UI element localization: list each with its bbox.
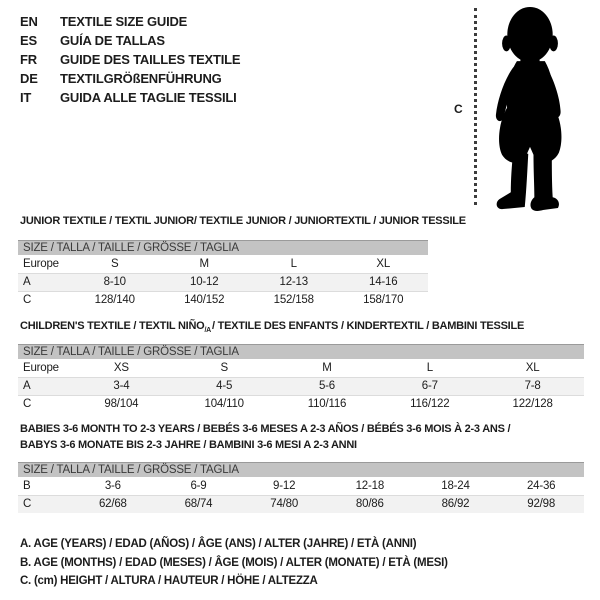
- table-cell: M: [322, 362, 332, 374]
- language-row: [20, 31, 240, 50]
- row-label: Europe: [23, 258, 59, 270]
- table-cell: XS: [113, 362, 129, 374]
- table-cell: 158/170: [363, 294, 404, 306]
- guide-title: GUÍA DE TALLAS: [60, 33, 165, 48]
- table-row: [18, 273, 428, 291]
- language-row: [20, 12, 240, 31]
- table-cell: 14-16: [369, 276, 398, 288]
- row-label: B: [23, 480, 31, 492]
- table-cell: 152/158: [273, 294, 314, 306]
- table-cell: 5-6: [318, 380, 335, 392]
- row-label: C: [23, 294, 32, 306]
- table-cell: L: [290, 258, 297, 270]
- table-cell: 18-24: [441, 480, 470, 492]
- row-label: C: [23, 398, 32, 410]
- table-row: [18, 360, 584, 377]
- children-size-table: [18, 344, 584, 413]
- size-header-bar: SIZE / TALLA / TAILLE / GRÖSSE / TAGLIA: [18, 240, 428, 255]
- babies-title-line2: BABYS 3-6 MONATE BIS 2-3 JAHRE / BAMBINI 3-6 MESI A 2-3 ANNI: [20, 439, 357, 451]
- table-cell: 140/152: [184, 294, 225, 306]
- table-row: [18, 495, 584, 513]
- row-label: C: [23, 498, 32, 510]
- table-body: [18, 359, 584, 413]
- table-cell: 6-9: [190, 480, 207, 492]
- table-cell: M: [199, 258, 209, 270]
- table-cell: 104/110: [204, 398, 244, 410]
- table-cell: 62/68: [98, 498, 127, 510]
- table-row: [18, 395, 584, 413]
- table-body: [18, 255, 428, 309]
- language-title-list: [20, 12, 240, 107]
- table-cell: 6-7: [421, 380, 438, 392]
- children-title-subscript: /A: [204, 327, 211, 335]
- table-cell: S: [111, 258, 119, 270]
- table-cell: 98/104: [104, 398, 139, 410]
- toddler-figure: [440, 0, 600, 215]
- table-row: [18, 377, 584, 395]
- row-label: A: [23, 276, 31, 288]
- toddler-silhouette-icon: [482, 4, 578, 211]
- table-cell: 8-10: [103, 276, 126, 288]
- table-cell: XL: [525, 362, 540, 374]
- language-code: EN: [20, 14, 38, 29]
- table-cell: 86/92: [441, 498, 470, 510]
- table-row: [18, 256, 428, 273]
- table-cell: 116/122: [410, 398, 450, 410]
- table-cell: S: [220, 362, 228, 374]
- junior-size-table: [18, 240, 428, 309]
- language-code: ES: [20, 33, 37, 48]
- table-cell: 110/116: [307, 398, 347, 410]
- table-cell: 74/80: [270, 498, 299, 510]
- table-cell: 7-8: [524, 380, 541, 392]
- babies-title-line1: BABIES 3-6 MONTH TO 2-3 YEARS / BEBÉS 3-6 MESES A 2-3 AÑOS / BÉBÉS 3-6 MOIS À 2-3 ANS /: [20, 423, 511, 435]
- table-row: [18, 478, 584, 495]
- footnote-height-cm: C. (cm) HEIGHT / ALTURA / HAUTEUR / HÖHE / ALTEZZA: [20, 575, 318, 587]
- table-cell: 3-6: [104, 480, 121, 492]
- babies-section-title: [20, 421, 510, 453]
- language-row: [20, 88, 240, 107]
- table-cell: 92/98: [527, 498, 556, 510]
- children-section-title: [20, 320, 524, 334]
- table-cell: 68/74: [184, 498, 213, 510]
- language-row: [20, 50, 240, 69]
- row-label: A: [23, 380, 31, 392]
- table-cell: 80/86: [355, 498, 384, 510]
- table-cell: 9-12: [273, 480, 296, 492]
- children-title-post: / TEXTILE DES ENFANTS / KINDERTEXTIL / BAMBINI TESSILE: [211, 320, 525, 332]
- children-title-pre: CHILDREN'S TEXTILE / TEXTIL NIÑO: [20, 320, 205, 332]
- table-cell: 10-12: [190, 276, 219, 288]
- table-cell: 4-5: [216, 380, 233, 392]
- language-row: [20, 69, 240, 88]
- table-cell: XL: [376, 258, 391, 270]
- guide-title: TEXTILGRÖßENFÜHRUNG: [60, 71, 222, 86]
- table-row: [18, 291, 428, 309]
- footnote-age-months: B. AGE (MONTHS) / EDAD (MESES) / ÂGE (MOIS) / ALTER (MONATE) / ETÀ (MESI): [20, 556, 448, 569]
- size-header-bar: SIZE / TALLA / TAILLE / GRÖSSE / TAGLIA: [18, 462, 584, 477]
- junior-section-title: JUNIOR TEXTILE / TEXTIL JUNIOR/ TEXTILE JUNIOR / JUNIORTEXTIL / JUNIOR TESSILE: [20, 215, 466, 227]
- row-label: Europe: [23, 362, 59, 374]
- language-code: FR: [20, 52, 37, 67]
- language-code: DE: [20, 71, 38, 86]
- language-code: IT: [20, 90, 32, 105]
- height-measure-label: C: [454, 102, 463, 116]
- babies-size-table: [18, 462, 584, 513]
- height-measure-dotted-line: [474, 8, 477, 205]
- table-cell: 128/140: [94, 294, 135, 306]
- guide-title: GUIDA ALLE TAGLIE TESSILI: [60, 90, 237, 105]
- table-cell: 122/128: [512, 398, 553, 410]
- table-cell: L: [426, 362, 433, 374]
- guide-title: GUIDE DES TAILLES TEXTILE: [60, 52, 241, 67]
- table-cell: 3-4: [113, 380, 130, 392]
- table-cell: 12-13: [279, 276, 308, 288]
- size-header-bar: SIZE / TALLA / TAILLE / GRÖSSE / TAGLIA: [18, 344, 584, 359]
- footnote-age-years: A. AGE (YEARS) / EDAD (AÑOS) / ÂGE (ANS) / ALTER (JAHRE) / ETÀ (ANNI): [20, 538, 417, 550]
- legend-footnotes: [20, 535, 448, 591]
- table-body: [18, 477, 584, 513]
- guide-title: TEXTILE SIZE GUIDE: [60, 14, 188, 29]
- table-cell: 24-36: [526, 480, 556, 492]
- table-cell: 12-18: [355, 480, 385, 492]
